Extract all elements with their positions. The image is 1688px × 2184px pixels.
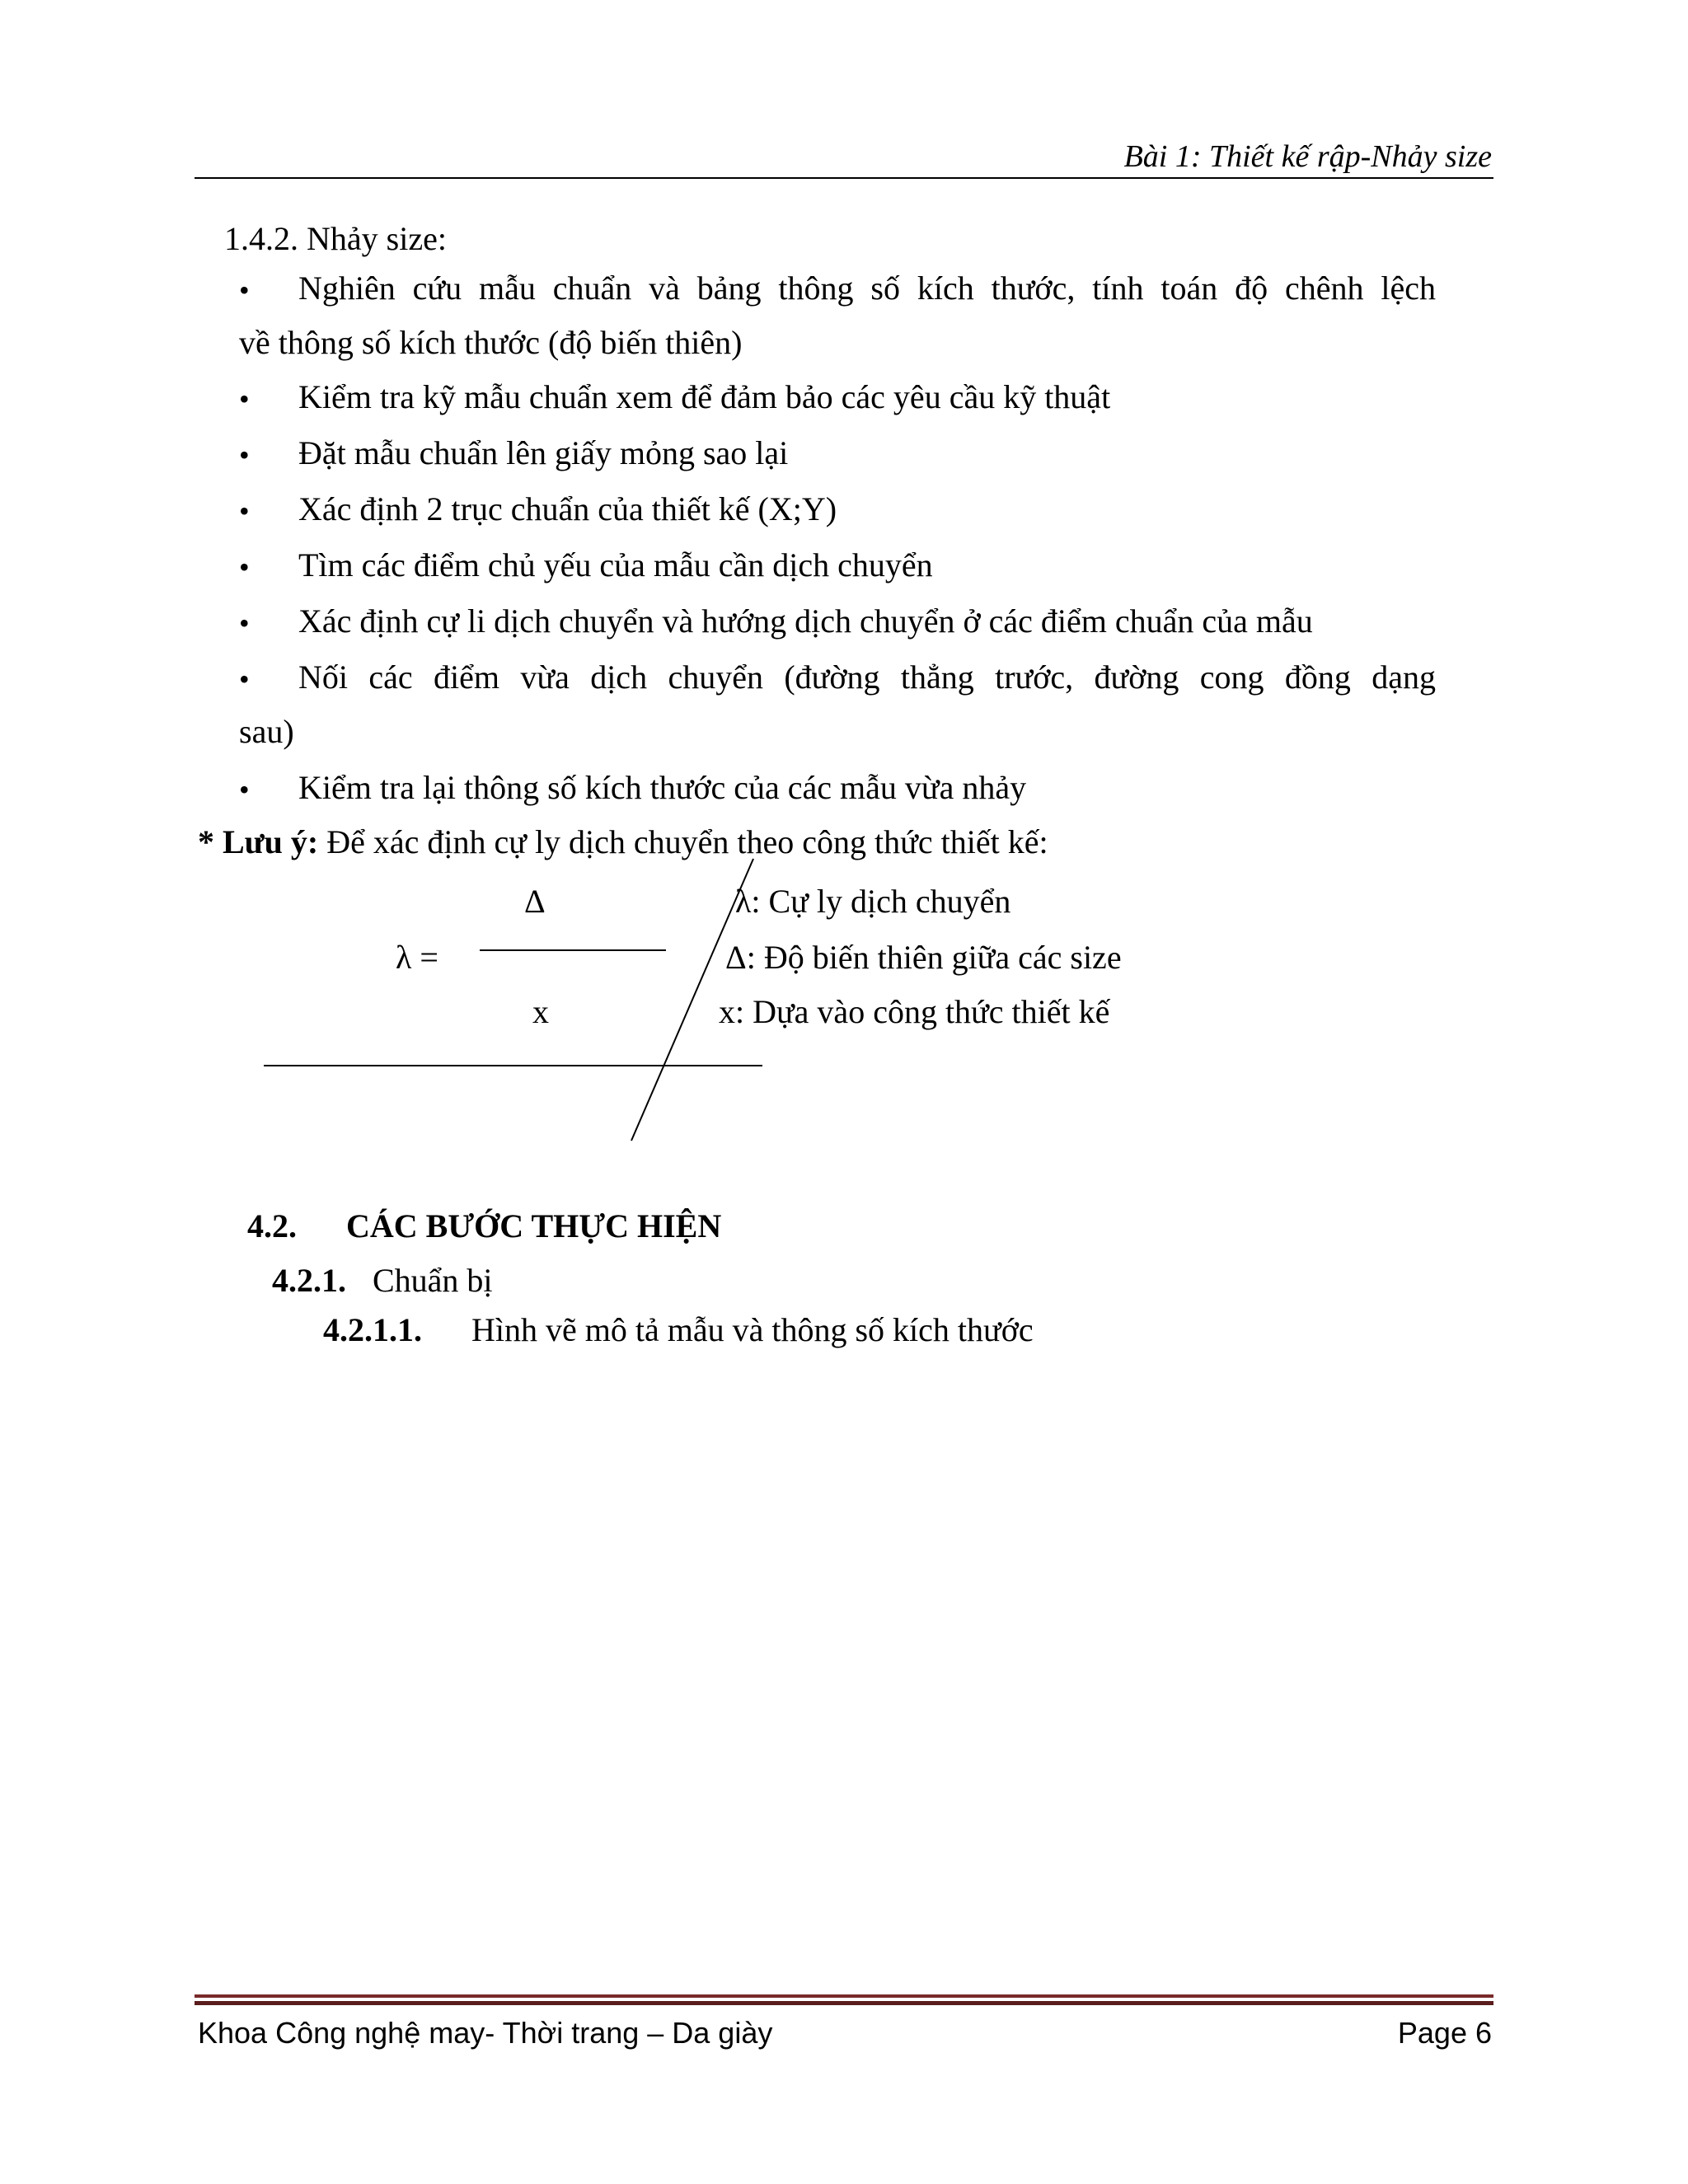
list-item: Xác định 2 trục chuẩn của thiết kế (X;Y) — [298, 490, 837, 527]
bullet-icon: • — [239, 438, 250, 471]
formula-denominator: x — [532, 993, 549, 1030]
subsubsection-title: Hình vẽ mô tả mẫu và thông số kích thước — [471, 1311, 1034, 1348]
section-heading: 1.4.2. Nhảy size: — [224, 220, 447, 257]
note-label: * Lưu ý: — [198, 823, 319, 860]
subsection-title: Chuẩn bị — [373, 1262, 493, 1299]
formula-legend-item: x: Dựa vào công thức thiết kế — [719, 993, 1110, 1030]
bullet-icon: • — [239, 551, 250, 583]
bullet-icon: • — [239, 773, 250, 806]
formula-legend-item: λ: Cự ly dịch chuyển — [735, 883, 1011, 920]
note-text: Để xác định cự ly dịch chuyển theo công thức thiết kế: — [318, 823, 1048, 860]
footer-divider — [195, 2001, 1493, 2005]
list-item: Xác định cự li dịch chuyển và hướng dịch chuyển ở các điểm chuẩn của mẫu — [298, 602, 1313, 640]
formula-numerator: Δ — [524, 883, 546, 920]
list-item: Nối các điểm vừa dịch chuyển (đường thẳng trước, đường cong đồng dạng — [298, 658, 1436, 696]
page-header-title: Bài 1: Thiết kế rập-Nhảy size — [1123, 139, 1492, 174]
list-item: Kiểm tra lại thông số kích thước của các mẫu vừa nhảy — [298, 769, 1027, 806]
bullet-icon: • — [239, 663, 250, 696]
footer-divider — [195, 1994, 1493, 1998]
page-number: Page 6 — [1397, 2016, 1492, 2050]
subsubsection-number: 4.2.1.1. — [323, 1311, 422, 1348]
section-number: 4.2. — [247, 1207, 297, 1244]
formula-legend-item: Δ: Độ biến thiên giữa các size — [725, 939, 1122, 976]
subsection-number: 4.2.1. — [272, 1262, 346, 1299]
list-item: Tìm các điểm chủ yếu của mẫu cần dịch chuyển — [298, 546, 933, 583]
section-title: CÁC BƯỚC THỰC HIỆN — [346, 1207, 722, 1244]
list-item-continuation: về thông số kích thước (độ biến thiên) — [239, 324, 743, 361]
bullet-icon: • — [239, 607, 250, 640]
list-item-continuation: sau) — [239, 713, 294, 750]
footer-department: Khoa Công nghệ may- Thời trang – Da giày — [198, 2016, 773, 2050]
list-item: Đặt mẫu chuẩn lên giấy mỏng sao lại — [298, 434, 789, 471]
bullet-icon: • — [239, 274, 250, 307]
bullet-icon: • — [239, 494, 250, 527]
list-item: Nghiên cứu mẫu chuẩn và bảng thông số kích thước, tính toán độ chênh lệch — [298, 269, 1436, 307]
bullet-icon: • — [239, 382, 250, 415]
formula-lhs: λ = — [396, 939, 438, 976]
list-item: Kiểm tra kỹ mẫu chuẩn xem để đảm bảo các yêu cầu kỹ thuật — [298, 378, 1111, 415]
